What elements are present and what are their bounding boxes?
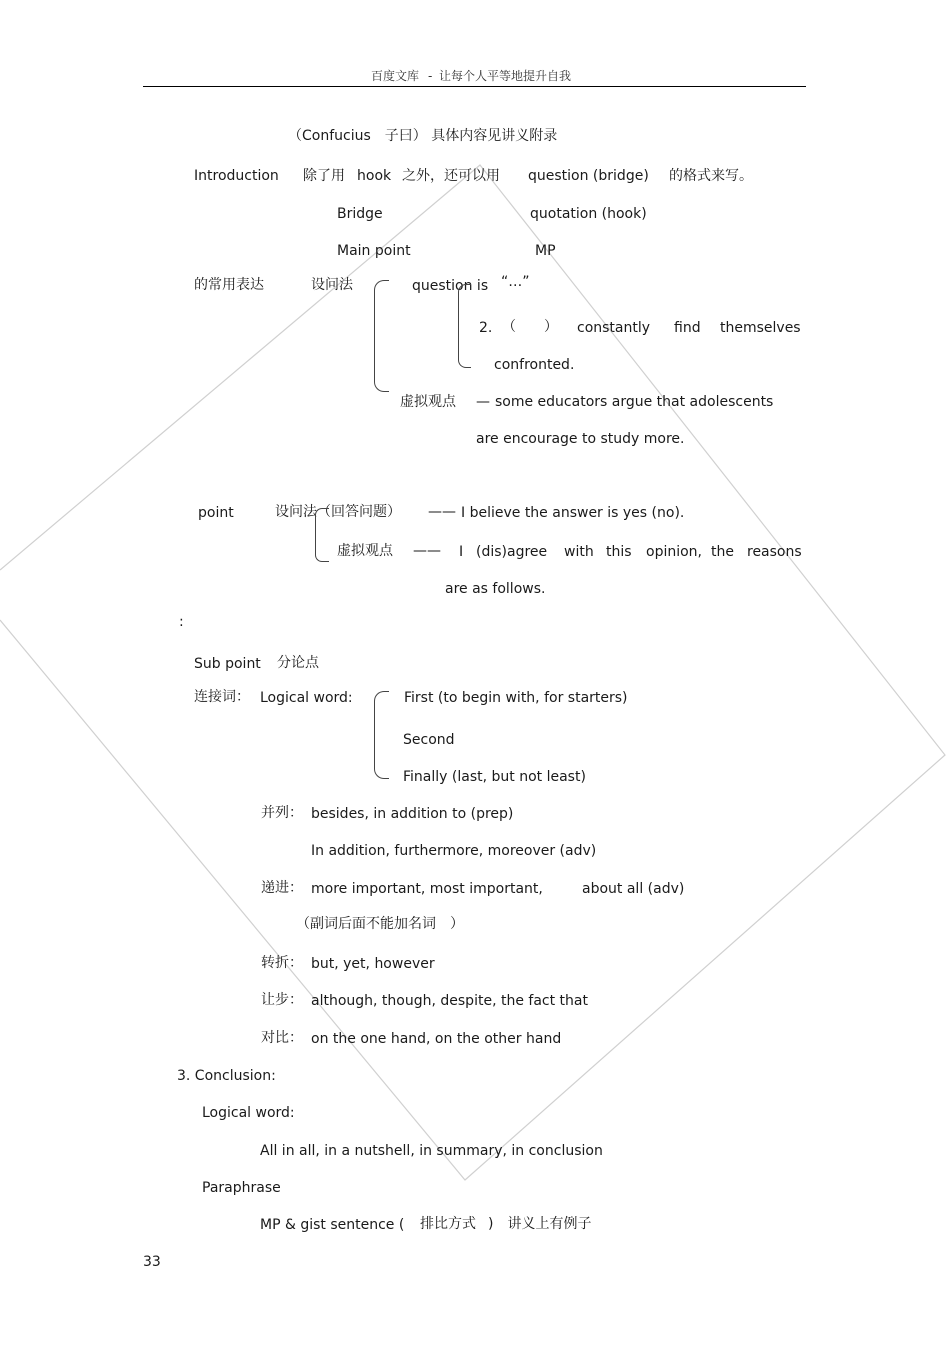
word-the: the — [711, 544, 734, 560]
intro-hook: hook — [357, 168, 392, 184]
method-label: 设问法 — [311, 277, 353, 293]
mp-gist-line: MP & gist sentence ( — [260, 1217, 405, 1233]
all-in-all-line: All in all, in a nutshell, in summary, in conclusion — [260, 1143, 603, 1159]
header-slogan: 让每个人平等地提升自我 — [439, 69, 572, 83]
header-separator: - — [428, 69, 433, 83]
header-rule — [143, 86, 806, 87]
brace-question — [458, 284, 471, 368]
intro-label: Introduction — [194, 168, 279, 184]
in-addition-line: In addition, furthermore, moreover (adv) — [311, 843, 597, 859]
word-this: this — [606, 544, 632, 560]
first-line: First (to begin with, for starters) — [404, 690, 628, 706]
word-constantly: constantly — [577, 320, 651, 336]
word-opinion: opinion, — [646, 544, 702, 560]
bridge-label: Bridge — [337, 206, 383, 222]
point-label: point — [198, 505, 234, 521]
as-follows: are as follows. — [445, 581, 546, 597]
connector-label: 连接词： — [194, 689, 250, 705]
virtual-view-2: 虚拟观点 — [337, 543, 393, 559]
dash-1: — — [476, 394, 490, 410]
second-line: Second — [403, 732, 455, 748]
colon-mark: : — [179, 614, 184, 630]
but-line: but, yet, however — [311, 956, 435, 972]
blank-paren: （ ） — [502, 319, 558, 335]
paibi-label: 排比方式 — [420, 1216, 476, 1232]
confucius-line: （Confucius 子曰） 具体内容见讲义附录 — [288, 128, 558, 144]
turn-label: 转折： — [261, 955, 303, 971]
adverb-note: （副词后面不能加名词 ） — [296, 916, 464, 932]
page-number: 33 — [143, 1254, 161, 1270]
word-with: with — [564, 544, 594, 560]
paraphrase-label: Paraphrase — [202, 1180, 281, 1196]
more-important-line: more important, most important, — [311, 881, 543, 897]
one-hand-line: on the one hand, on the other hand — [311, 1031, 562, 1047]
header-site: 百度文库 — [371, 69, 420, 83]
contrast-label: 对比： — [261, 1030, 303, 1046]
besides-line: besides, in addition to (prep) — [311, 806, 514, 822]
progressive-label: 递进： — [261, 880, 303, 896]
word-find: find — [674, 320, 701, 336]
virtual-view: 虚拟观点 — [400, 394, 456, 410]
item-2: 2. — [479, 320, 493, 336]
sub-point-cn: 分论点 — [277, 655, 319, 671]
finally-line: Finally (last, but not least) — [403, 769, 586, 785]
common-expressions: 的常用表达 — [194, 277, 264, 293]
intro-text-b: 之外，还可以用 — [402, 168, 500, 184]
although-line: although, though, despite, the fact that — [311, 993, 588, 1009]
parallel-label: 并列： — [261, 805, 303, 821]
word-disagree: (dis)agree — [476, 544, 548, 560]
word-confronted: confronted. — [494, 357, 575, 373]
word-reasons: reasons — [747, 544, 802, 560]
brace-sequence — [374, 691, 389, 779]
word-i: I — [459, 544, 464, 560]
conclusion-heading: 3. Conclusion: — [177, 1068, 276, 1084]
question-is: question is — [412, 278, 489, 294]
main-point-label: Main point — [337, 243, 411, 259]
quotation-label: quotation (hook) — [530, 206, 647, 222]
intro-text-c: 的格式来写。 — [669, 168, 753, 184]
logical-word-label: Logical word: — [260, 690, 353, 706]
brace-method — [374, 280, 389, 392]
logical-word-label-2: Logical word: — [202, 1105, 295, 1121]
about-all: about all (adv) — [582, 881, 685, 897]
example-note: ) 讲义上有例子 — [488, 1216, 592, 1232]
dash-2: —— — [428, 504, 456, 520]
mp-label: MP — [535, 243, 556, 259]
some-educators: some educators argue that adolescents — [495, 394, 774, 410]
encourage-line: are encourage to study more. — [476, 431, 685, 447]
concession-label: 让步： — [261, 992, 303, 1008]
dash-3: —— — [413, 543, 441, 559]
believe-line: I believe the answer is yes (no). — [461, 505, 685, 521]
brace-point — [315, 508, 329, 562]
sub-point-label: Sub point — [194, 656, 261, 672]
intro-text-a: 除了用 — [303, 168, 345, 184]
word-themselves: themselves — [720, 320, 801, 336]
intro-question: question (bridge) — [528, 168, 649, 184]
method-answer: 设问法（回答问题） — [275, 504, 401, 520]
quote-marks: “…” — [501, 274, 530, 290]
